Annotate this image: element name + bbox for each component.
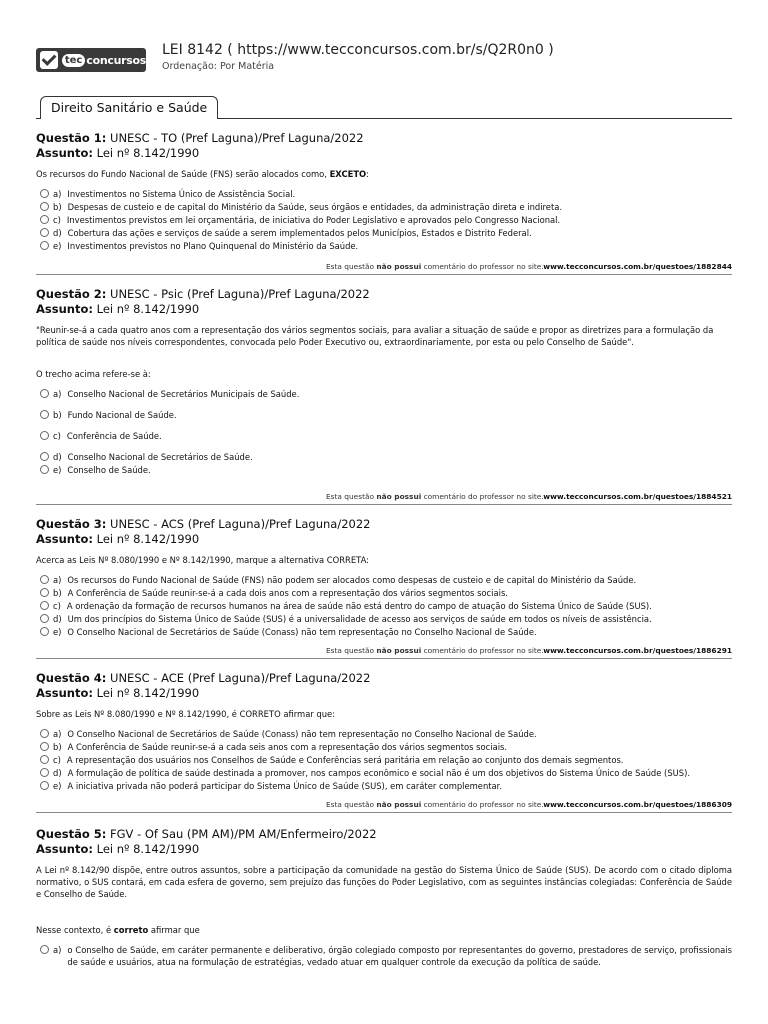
radio-button[interactable] bbox=[40, 601, 49, 610]
question-header: Questão 4: UNESC - ACE (Pref Laguna)/Pref Laguna/2022 bbox=[36, 671, 371, 685]
question-1 bbox=[36, 131, 732, 271]
radio-button[interactable] bbox=[40, 241, 49, 250]
options-list bbox=[36, 574, 732, 639]
check-icon bbox=[40, 51, 58, 69]
comment-note: Esta questão não possui comentário do professor no site. bbox=[326, 646, 544, 655]
question-statement: Nesse contexto, é correto afirmar que bbox=[36, 925, 200, 935]
question-footer bbox=[36, 491, 732, 505]
option-a[interactable]: a) Os recursos do Fundo Nacional de Saúde (FNS) não podem ser alocados como despesas de custeio e de capital do Ministério da Saúde. bbox=[36, 574, 732, 587]
option-b[interactable]: b) Despesas de custeio e de capital do Ministério da Saúde, seus órgãos e entidades, da administração direta e indireta. bbox=[36, 201, 732, 214]
option-a[interactable]: a) Conselho Nacional de Secretários Municipais de Saúde. bbox=[36, 388, 732, 401]
options-list bbox=[36, 944, 732, 968]
comment-note: Esta questão não possui comentário do professor no site. bbox=[326, 262, 544, 271]
question-link[interactable]: www.tecconcursos.com.br/questoes/1884521 bbox=[543, 492, 732, 501]
radio-button[interactable] bbox=[40, 588, 49, 597]
options-list bbox=[36, 388, 732, 477]
question-statement: Acerca as Leis Nº 8.080/1990 e Nº 8.142/1990, marque a alternativa CORRETA: bbox=[36, 555, 369, 565]
option-a[interactable]: a) O Conselho Nacional de Secretários de Saúde (Conass) não tem representação no Conselho Nacional de Saúde. bbox=[36, 728, 732, 741]
options-list bbox=[36, 728, 732, 793]
option-b[interactable]: b) Fundo Nacional de Saúde. bbox=[36, 409, 732, 422]
radio-button[interactable] bbox=[40, 627, 49, 636]
radio-button[interactable] bbox=[40, 781, 49, 790]
radio-button[interactable] bbox=[40, 452, 49, 461]
option-a[interactable]: a) Investimentos no Sistema Único de Assistência Social. bbox=[36, 188, 732, 201]
question-footer bbox=[36, 645, 732, 659]
radio-button[interactable] bbox=[40, 189, 49, 198]
question-header: Questão 1: UNESC - TO (Pref Laguna)/Pref Laguna/2022 bbox=[36, 131, 364, 145]
question-header: Questão 3: UNESC - ACS (Pref Laguna)/Pref Laguna/2022 bbox=[36, 517, 371, 531]
comment-note: Esta questão não possui comentário do professor no site. bbox=[326, 800, 544, 809]
document-header bbox=[36, 42, 732, 76]
radio-button[interactable] bbox=[40, 410, 49, 419]
question-header: Questão 5: FGV - Of Sau (PM AM)/PM AM/Enfermeiro/2022 bbox=[36, 827, 377, 841]
radio-button[interactable] bbox=[40, 614, 49, 623]
question-subject: Assunto: Lei nº 8.142/1990 bbox=[36, 842, 200, 856]
question-header: Questão 2: UNESC - Psic (Pref Laguna)/Pref Laguna/2022 bbox=[36, 287, 370, 301]
question-quote: "Reunir-se-á a cada quatro anos com a representação dos vários segmentos sociais, para avaliar a situação de saúde e propor as diretrizes para a formulação da política de saúde nos níveis correspondentes, convocada pelo Poder Executivo ou, extraordinariamente, por esta ou pelo Conselho de Saúde". bbox=[36, 325, 714, 347]
question-link[interactable]: www.tecconcursos.com.br/questoes/1886291 bbox=[543, 646, 732, 655]
option-d[interactable]: d) A formulação de política de saúde destinada a promover, nos campos econômico e social não é um dos objetivos do Sistema Único de Saúde (SUS). bbox=[36, 767, 732, 780]
radio-button[interactable] bbox=[40, 945, 49, 954]
option-d[interactable]: d) Conselho Nacional de Secretários de Saúde. bbox=[36, 451, 732, 464]
radio-button[interactable] bbox=[40, 228, 49, 237]
question-subject: Assunto: Lei nº 8.142/1990 bbox=[36, 686, 200, 700]
question-2 bbox=[36, 287, 732, 501]
option-e[interactable]: e) A iniciativa privada não poderá participar do Sistema Único de Saúde (SUS), em caráter complementar. bbox=[36, 780, 732, 793]
comment-note: Esta questão não possui comentário do professor no site. bbox=[326, 492, 544, 501]
option-a[interactable]: a) o Conselho de Saúde, em caráter permanente e deliberativo, órgão colegiado composto por representantes do governo, prestadores de serviço, profissionais de saúde e usuários, atua na formulação de estratégias, vedado atuar em qualquer controle da execução da política de saúde. bbox=[36, 944, 732, 968]
tecconcursos-logo[interactable] bbox=[36, 48, 146, 72]
question-statement: O trecho acima refere-se à: bbox=[36, 369, 151, 379]
question-quote: A Lei nº 8.142/90 dispõe, entre outros assuntos, sobre a participação da comunidade na gestão do Sistema Único de Saúde (SUS). De acordo com o citado diploma normativo, o SUS contará, em cada esfera de governo, sem prejuízo das funções do Poder Legislativo, com as seguintes instâncias colegiadas: Conferência de Saúde e Conselho de Saúde. bbox=[36, 865, 732, 899]
question-4 bbox=[36, 671, 732, 809]
radio-button[interactable] bbox=[40, 389, 49, 398]
question-footer bbox=[36, 261, 732, 275]
radio-button[interactable] bbox=[40, 729, 49, 738]
question-3 bbox=[36, 517, 732, 655]
radio-button[interactable] bbox=[40, 465, 49, 474]
option-c[interactable]: c) A ordenação da formação de recursos humanos na área de saúde não está dentro do campo de atuação do Sistema Único de Saúde (SUS). bbox=[36, 600, 732, 613]
question-statement: Sobre as Leis Nº 8.080/1990 e Nº 8.142/1990, é CORRETO afirmar que: bbox=[36, 709, 336, 719]
options-list bbox=[36, 188, 732, 253]
question-link[interactable]: www.tecconcursos.com.br/questoes/1886309 bbox=[543, 800, 732, 809]
option-d[interactable]: d) Cobertura das ações e serviços de saúde a serem implementados pelos Municípios, Estados e Distrito Federal. bbox=[36, 227, 732, 240]
tab-subject: Direito Sanitário e Saúde bbox=[40, 96, 218, 119]
option-c[interactable]: c) Conferência de Saúde. bbox=[36, 430, 732, 443]
option-e[interactable]: e) Conselho de Saúde. bbox=[36, 464, 732, 477]
question-5 bbox=[36, 827, 732, 968]
question-subject: Assunto: Lei nº 8.142/1990 bbox=[36, 146, 200, 160]
document-subtitle: Ordenação: Por Matéria bbox=[162, 61, 275, 72]
option-b[interactable]: b) A Conferência de Saúde reunir-se-á a cada seis anos com a representação dos vários segmentos sociais. bbox=[36, 741, 732, 754]
question-link[interactable]: www.tecconcursos.com.br/questoes/1882844 bbox=[543, 262, 732, 271]
question-statement: Os recursos do Fundo Nacional de Saúde (FNS) serão alocados como, EXCETO: bbox=[36, 169, 369, 179]
logo-concursos-text: concursos bbox=[86, 53, 146, 67]
document-title: LEI 8142 ( https://www.tecconcursos.com.br/s/Q2R0n0 ) bbox=[162, 42, 554, 58]
option-d[interactable]: d) Um dos princípios do Sistema Único de Saúde (SUS) é a universalidade de acesso aos serviços de saúde em todos os níveis de assistência. bbox=[36, 613, 732, 626]
option-e[interactable]: e) O Conselho Nacional de Secretários de Saúde (Conass) não tem representação no Conselho Nacional de Saúde. bbox=[36, 626, 732, 639]
question-subject: Assunto: Lei nº 8.142/1990 bbox=[36, 532, 200, 546]
radio-button[interactable] bbox=[40, 202, 49, 211]
radio-button[interactable] bbox=[40, 215, 49, 224]
radio-button[interactable] bbox=[40, 768, 49, 777]
option-c[interactable]: c) Investimentos previstos em lei orçamentária, de iniciativa do Poder Legislativo e aprovados pelo Congresso Nacional. bbox=[36, 214, 732, 227]
option-c[interactable]: c) A representação dos usuários nos Conselhos de Saúde e Conferências será paritária em relação ao conjunto dos demais segmentos. bbox=[36, 754, 732, 767]
question-subject: Assunto: Lei nº 8.142/1990 bbox=[36, 302, 200, 316]
option-b[interactable]: b) A Conferência de Saúde reunir-se-á a cada dois anos com a representação dos vários segmentos sociais. bbox=[36, 587, 732, 600]
radio-button[interactable] bbox=[40, 742, 49, 751]
option-e[interactable]: e) Investimentos previstos no Plano Quinquenal do Ministério da Saúde. bbox=[36, 240, 732, 253]
radio-button[interactable] bbox=[40, 755, 49, 764]
logo-tec-text: tec bbox=[62, 54, 86, 67]
radio-button[interactable] bbox=[40, 575, 49, 584]
radio-button[interactable] bbox=[40, 431, 49, 440]
question-footer bbox=[36, 799, 732, 813]
